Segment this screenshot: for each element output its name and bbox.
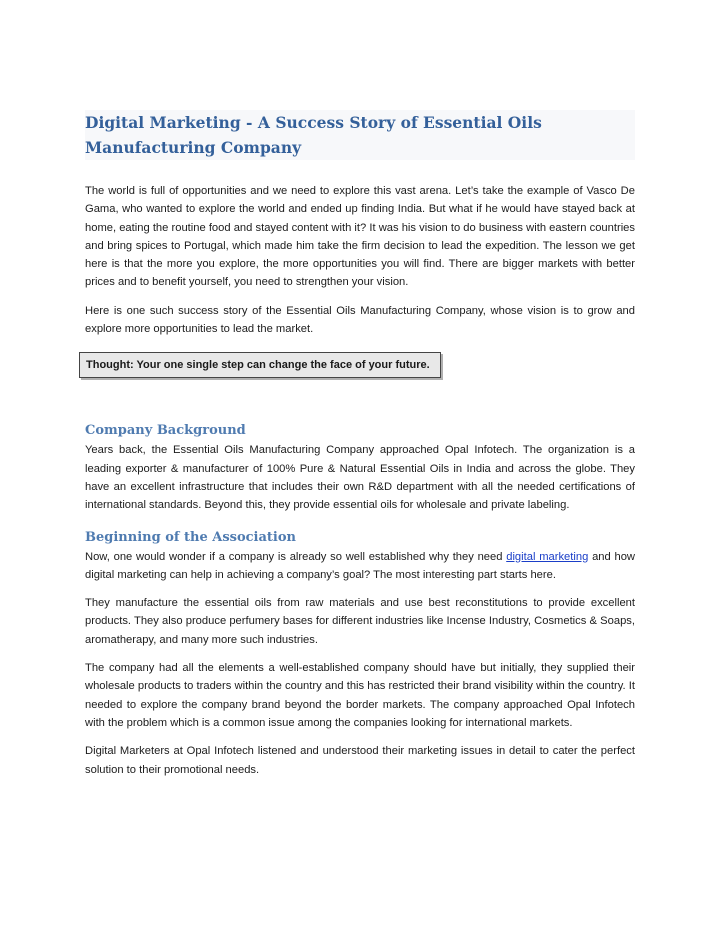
thought-callout-box: Thought: Your one single step can change the face of your future. [79,352,441,378]
company-background-paragraph: Years back, the Essential Oils Manufacturing Company approached Opal Infotech. The organization is a leading exporter & manufacturer of 100% Pure & Natural Essential Oils in India and across the globe. They have an excellent infrastructure that includes their own R&D department with all the needed certifications of international standards. Beyond this, they provide essential oils for wholesale and private labeling. [85,444,635,512]
association-paragraph-4: Digital Marketers at Opal Infotech listened and understood their marketing issues in detail to cater the perfect solution to their promotional needs. [85,745,635,776]
association-text-after-link: and how digital marketing can help in achieving a company’s goal? The most interesting part starts here. [85,550,636,581]
association-paragraph-1 [85,548,635,585]
article-body [85,110,635,789]
association-paragraph-2: They manufacture the essential oils from raw materials and use best reconstitutions to provide excellent products. They also produce perfumery bases for different industries like Incense Industry, Cosmetics & Soaps, aromatherapy, and many more such industries. [85,597,635,646]
association-heading: Beginning of the Association [85,529,296,545]
intro-paragraph-1: The world is full of opportunities and we need to explore this vast arena. Let’s take the example of Vasco De Gama, who wanted to explore the world and ended up finding India. But what if he would have stayed back at home, eating the routine food and stayed content with it? It was his vision to do business with eastern countries and bring spices to Portugal, which made him take the firm decision to lead the expedition. The lesson we get here is that the more you explore, the more opportunities you will find. There are bigger markets with better prices and to benefit yourself, you need to strengthen your vision. [85,185,635,289]
association-text-before-link: Now, one would wonder if a company is already so well established why they need [85,550,507,563]
digital-marketing-link[interactable]: digital marketing [506,550,589,563]
page-title: Digital Marketing - A Success Story of Essential Oils Manufacturing Company [85,110,635,160]
company-background-heading: Company Background [85,423,246,439]
intro-paragraph-2: Here is one such success story of the Essential Oils Manufacturing Company, whose vision is to grow and explore more opportunities to lead the market. [85,304,635,336]
association-paragraph-3: The company had all the elements a well-established company should have but initially, they supplied their wholesale products to traders within the country and this has restricted their brand visibility within the country. It needed to explore the company brand beyond the border markets. The company approached Opal Infotech with the problem which is a common issue among the companies looking for international markets. [85,662,635,729]
